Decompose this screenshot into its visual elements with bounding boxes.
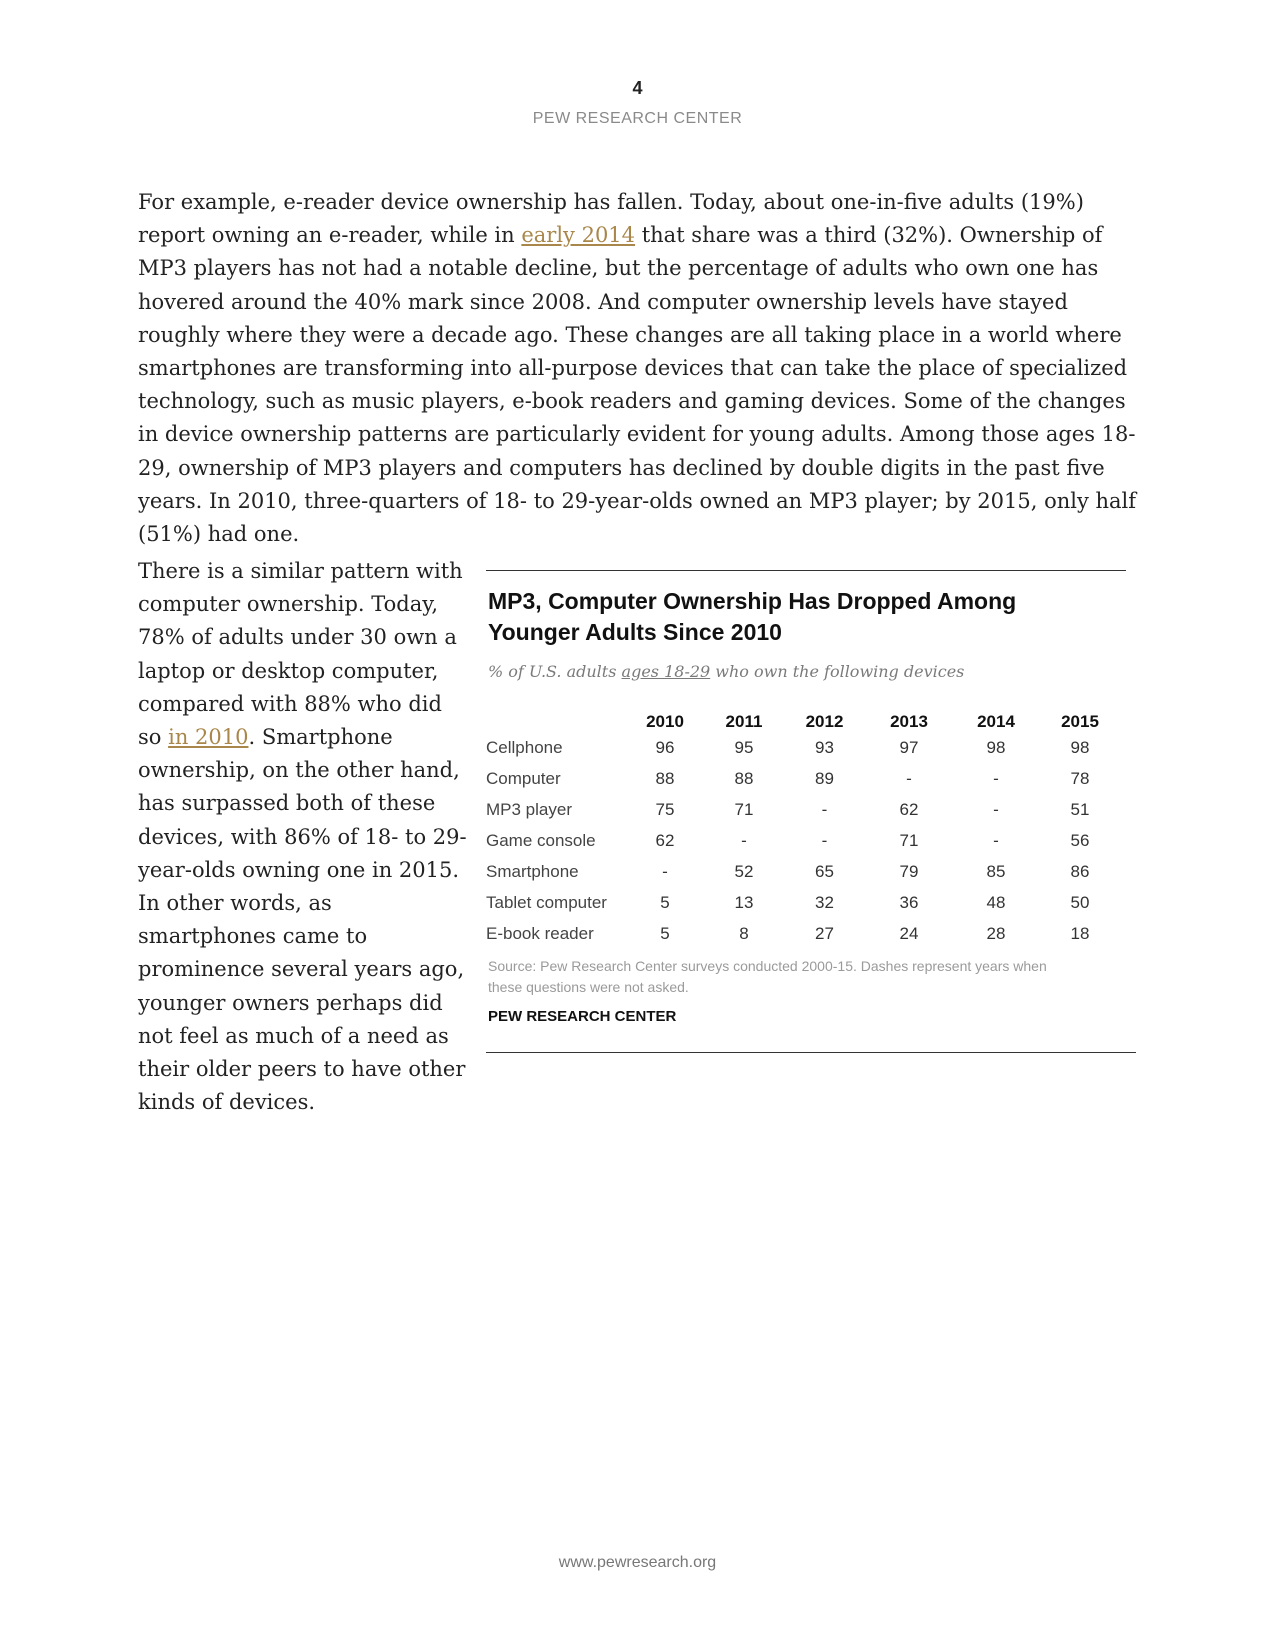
column-header: 2010: [646, 712, 684, 731]
table-cell: 86: [1070, 861, 1090, 881]
table-cell: 5: [660, 923, 670, 943]
table-cell: 27: [815, 923, 834, 943]
page-number: 4: [632, 78, 643, 98]
row-label: Smartphone: [486, 861, 579, 881]
table-cell: -: [993, 830, 999, 850]
figure-bottom-rule: [486, 1052, 1136, 1053]
row-label: Cellphone: [486, 737, 563, 757]
table-row: [486, 794, 1121, 825]
footer-url: www.pewresearch.org: [558, 1554, 717, 1571]
table-cell: 52: [734, 861, 754, 881]
table-cell: -: [993, 768, 999, 788]
table-cell: 85: [986, 861, 1006, 881]
table-cell: 93: [815, 737, 834, 757]
column-header: 2014: [977, 712, 1015, 731]
subtitle-text: who own the following devices: [710, 662, 965, 681]
ownership-table: [486, 702, 1121, 949]
figure-top-rule: [486, 570, 1126, 571]
row-label: E-book reader: [486, 923, 594, 943]
subtitle-underlined: ages 18-29: [621, 662, 711, 681]
paragraph-text: that share was a third (32%). Ownership of MP3 players has not had a notable decline, but the percentage of adults who own one has hovered around the 40% mark since 2008. And computer ownership levels have stayed roughly where they were a decade ago. These changes are all taking place in a world where smartphones are transforming into all-purpose devices that can take the place of specialized technology, such as music players, e-book readers and gaming devices. Some of the changes in device ownership patterns are particularly evident for young adults. Among those ages 18-29, ownership of MP3 players and computers has declined by double digits in the past five years. In 2010, three-quarters of 18- to 29-year-olds owned an MP3 player; by 2015, only half (51%) had one.: [138, 223, 1137, 547]
figure-subtitle: [488, 662, 1108, 681]
table-cell: 13: [734, 892, 754, 912]
table-cell: -: [821, 830, 828, 850]
table-cell: 78: [1070, 768, 1090, 788]
paragraph-text: There is a similar pattern with computer ownership. Today, 78% of adults under 30 own a laptop or desktop computer, compared with 88% who did so: [138, 559, 463, 750]
table-cell: 98: [1070, 737, 1090, 757]
table-row: [486, 856, 1121, 887]
table-row: [486, 887, 1121, 918]
table-cell: -: [662, 861, 668, 881]
table-cell: -: [993, 799, 999, 819]
table-cell: 71: [734, 799, 754, 819]
row-label: Game console: [486, 830, 596, 850]
row-label: MP3 player: [486, 799, 572, 819]
row-label: Tablet computer: [486, 892, 607, 912]
table-cell: -: [906, 768, 912, 788]
table-row: [486, 732, 1121, 763]
figure-brand: PEW RESEARCH CENTER: [488, 1008, 677, 1025]
column-header: 2012: [805, 712, 844, 731]
table-row: [486, 825, 1121, 856]
table-header-row: [486, 702, 1121, 732]
table-cell: 62: [655, 830, 675, 850]
table-cell: -: [821, 799, 828, 819]
table-cell: 62: [899, 799, 919, 819]
table-cell: 75: [655, 799, 675, 819]
row-label-header: [486, 702, 626, 732]
row-label: Computer: [486, 768, 561, 788]
table-cell: 56: [1070, 830, 1090, 850]
in-2010-link[interactable]: in 2010: [168, 725, 249, 750]
table-cell: 48: [986, 892, 1006, 912]
org-header: PEW RESEARCH CENTER: [532, 110, 743, 127]
table-cell: 89: [815, 768, 834, 788]
column-header: 2011: [725, 712, 763, 731]
table-cell: 98: [986, 737, 1006, 757]
table-row: [486, 763, 1121, 794]
table-cell: 79: [899, 861, 919, 881]
table-cell: 8: [739, 923, 749, 943]
table-row: [486, 918, 1121, 949]
table-cell: 88: [655, 768, 675, 788]
table-cell: 51: [1070, 799, 1090, 819]
table-cell: 95: [734, 737, 754, 757]
table-cell: 88: [734, 768, 754, 788]
table-cell: 18: [1070, 923, 1090, 943]
table-cell: 50: [1070, 892, 1090, 912]
table-cell: 24: [899, 923, 919, 943]
paragraph-text: For example, e-reader device ownership has fallen. Today, about one-in-five adults (19%) report owning an e-reader, while in: [138, 190, 1084, 248]
early-2014-link[interactable]: early 2014: [521, 223, 636, 248]
body-paragraph-2: [138, 555, 468, 1119]
table-cell: -: [741, 830, 747, 850]
source-note: Source: Pew Research Center surveys conducted 2000-15. Dashes represent years when these questions were not asked.: [488, 958, 1047, 995]
paragraph-text: . Smartphone ownership, on the other hand, has surpassed both of these devices, with 86% of 18- to 29-year-olds owning one in 2015. In other words, as smartphones came to prominence several years ago, younger owners perhaps did not feel as much of a need as their older peers to have other kinds of devices.: [138, 725, 467, 1115]
table-cell: 71: [899, 830, 919, 850]
table-cell: 97: [899, 737, 919, 757]
table-cell: 65: [815, 861, 834, 881]
subtitle-text: % of U.S. adults: [488, 662, 622, 681]
table-cell: 5: [660, 892, 670, 912]
column-header: 2015: [1061, 712, 1099, 731]
figure-title: MP3, Computer Ownership Has Dropped Among Younger Adults Since 2010: [488, 588, 1017, 645]
table-cell: 36: [899, 892, 919, 912]
body-paragraph-1: [138, 186, 1146, 551]
table-cell: 32: [815, 892, 834, 912]
column-header: 2013: [890, 712, 928, 731]
table-cell: 28: [986, 923, 1006, 943]
table-cell: 96: [655, 737, 675, 757]
